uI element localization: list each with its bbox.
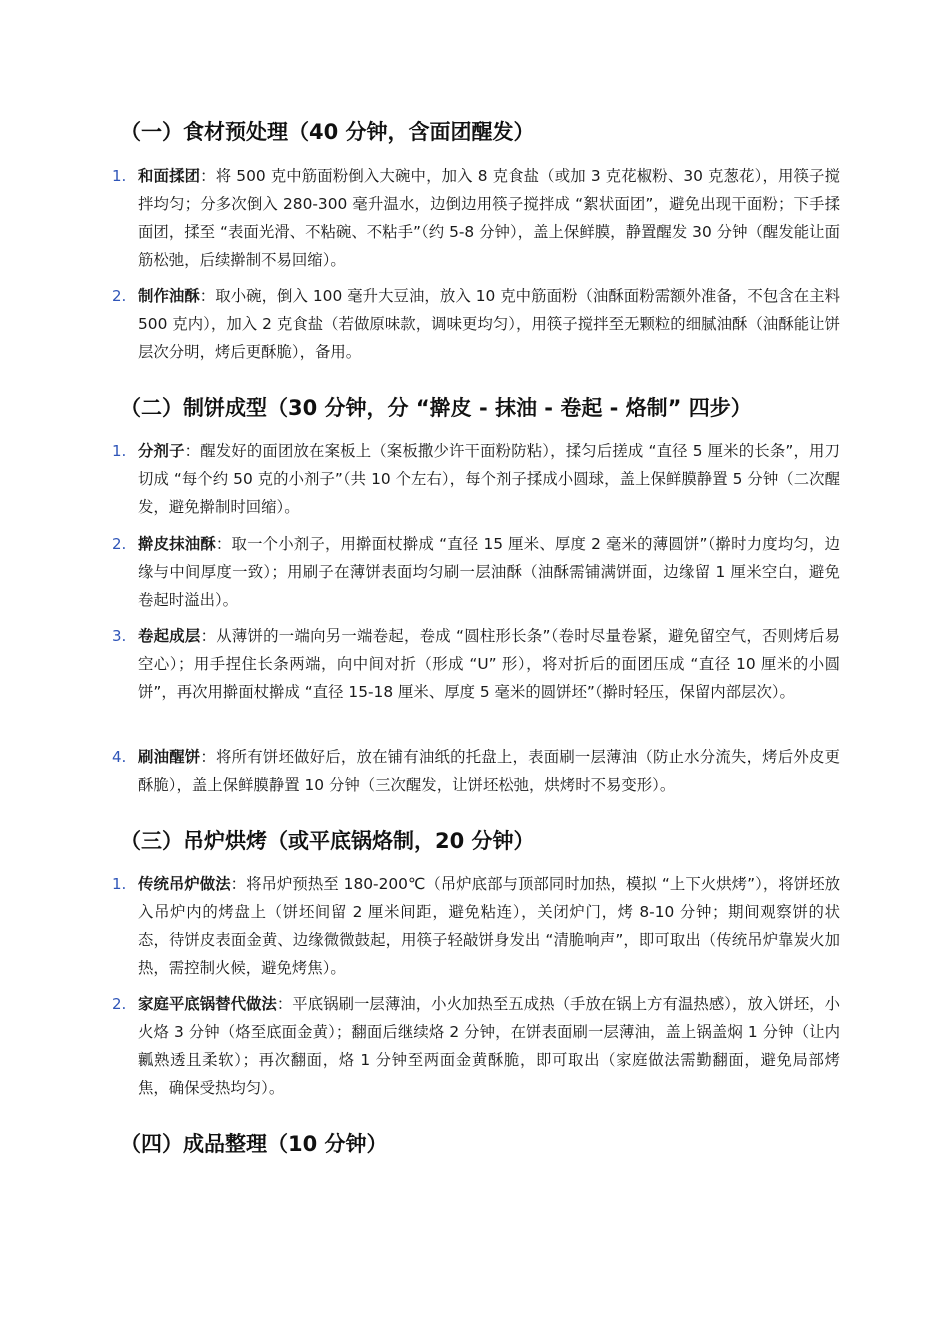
list-item	[112, 162, 840, 274]
list-number: 2.	[112, 535, 127, 553]
section-heading-baking: （三）吊炉烘烤（或平底锅烙制，20 分钟）	[120, 829, 535, 853]
step-paragraph	[138, 162, 840, 274]
step-paragraph	[138, 282, 840, 366]
section-heading-shaping: （二）制饼成型（30 分钟，分 “擀皮 - 抹油 - 卷起 - 烙制” 四步）	[120, 396, 752, 420]
section-heading-finishing: （四）成品整理（10 分钟）	[120, 1132, 388, 1156]
section-heading-prep: （一）食材预处理（40 分钟，含面团醒发）	[120, 120, 535, 144]
list-number: 1.	[112, 167, 127, 185]
step-title: 擀皮抹油酥	[138, 535, 216, 553]
step-text: ：平底锅刷一层薄油，小火加热至五成热（手放在锅上方有温热感），放入饼坯，小火烙 3 分钟（烙至底面金黄）；翻面后继续烙 2 分钟，在饼表面刷一层薄油，盖上锅盖焖 1 分钟（让内瓤熟透且柔软）；再次翻面，烙 1 分钟至两面金黄酥脆，即可取出（家庭做法需勤翻面，避免局部烤焦，确保受热均匀）。	[138, 995, 840, 1097]
list-item	[112, 990, 840, 1102]
step-title: 分剂子	[138, 442, 185, 460]
list-number: 1.	[112, 442, 127, 460]
list-item	[112, 282, 840, 366]
step-title: 卷起成层	[138, 627, 201, 645]
list-item	[112, 870, 840, 982]
list-number: 1.	[112, 875, 127, 893]
list-item	[112, 743, 840, 799]
step-paragraph	[138, 530, 840, 614]
list-item	[112, 622, 840, 706]
step-paragraph	[138, 437, 840, 521]
step-title: 制作油酥	[138, 287, 200, 305]
step-paragraph	[138, 870, 840, 982]
list-number: 3.	[112, 627, 127, 645]
step-title: 家庭平底锅替代做法	[138, 995, 277, 1013]
step-text: ：将所有饼坯做好后，放在铺有油纸的托盘上，表面刷一层薄油（防止水分流失，烤后外皮更酥脆），盖上保鲜膜静置 10 分钟（三次醒发，让饼坯松弛，烘烤时不易变形）。	[138, 748, 840, 794]
step-title: 刷油醒饼	[138, 748, 201, 766]
list-number: 4.	[112, 748, 127, 766]
step-text: ：从薄饼的一端向另一端卷起，卷成 “圆柱形长条”（卷时尽量卷紧，避免留空气，否则烤后易空心）；用手捏住长条两端，向中间对折（形成 “U” 形），将对折后的面团压成 “直径 10 厘米的小圆饼”，再次用擀面杖擀成 “直径 15-18 厘米、厚度 5 毫米的圆饼坯”（擀时轻压，保留内部层次）。	[138, 627, 840, 701]
step-text: ：醒发好的面团放在案板上（案板撒少许干面粉防粘），揉匀后搓成 “直径 5 厘米的长条”，用刀切成 “每个约 50 克的小剂子”（共 10 个左右），每个剂子揉成小圆球，盖上保鲜膜静置 5 分钟（二次醒发，避免擀制时回缩）。	[138, 442, 840, 516]
step-title: 传统吊炉做法	[138, 875, 231, 893]
step-text: ：将吊炉预热至 180-200℃（吊炉底部与顶部同时加热，模拟 “上下火烘烤”），将饼坯放入吊炉内的烤盘上（饼坯间留 2 厘米间距，避免粘连），关闭炉门，烤 8-10 分钟；期间观察饼的状态，待饼皮表面金黄、边缘微微鼓起，用筷子轻敲饼身发出 “清脆响声”，即可取出（传统吊炉靠炭火加热，需控制火候，避免烤焦）。	[138, 875, 840, 977]
step-text: ：将 500 克中筋面粉倒入大碗中，加入 8 克食盐（或加 3 克花椒粉、30 克葱花），用筷子搅拌均匀；分多次倒入 280-300 毫升温水，边倒边用筷子搅拌成 “絮状面团”，避免出现干面粉；下手揉面团，揉至 “表面光滑、不粘碗、不粘手”（约 5-8 分钟），盖上保鲜膜，静置醒发 30 分钟（醒发能让面筋松弛，后续擀制不易回缩）。	[138, 167, 840, 269]
step-paragraph	[138, 743, 840, 799]
step-paragraph	[138, 622, 840, 706]
step-text: ：取一个小剂子，用擀面杖擀成 “直径 15 厘米、厚度 2 毫米的薄圆饼”（擀时力度均匀，边缘与中间厚度一致）；用刷子在薄饼表面均匀刷一层油酥（油酥需铺满饼面，边缘留 1 厘米空白，避免卷起时溢出）。	[138, 535, 840, 609]
list-number: 2.	[112, 995, 127, 1013]
list-item	[112, 530, 840, 614]
step-text: ：取小碗，倒入 100 毫升大豆油，放入 10 克中筋面粉（油酥面粉需额外准备，不包含在主料 500 克内），加入 2 克食盐（若做原味款，调味更均匀），用筷子搅拌至无颗粒的细腻油酥（油酥能让饼层次分明，烤后更酥脆），备用。	[138, 287, 840, 361]
list-item	[112, 437, 840, 521]
step-paragraph	[138, 990, 840, 1102]
step-title: 和面揉团	[138, 167, 201, 185]
list-number: 2.	[112, 287, 127, 305]
